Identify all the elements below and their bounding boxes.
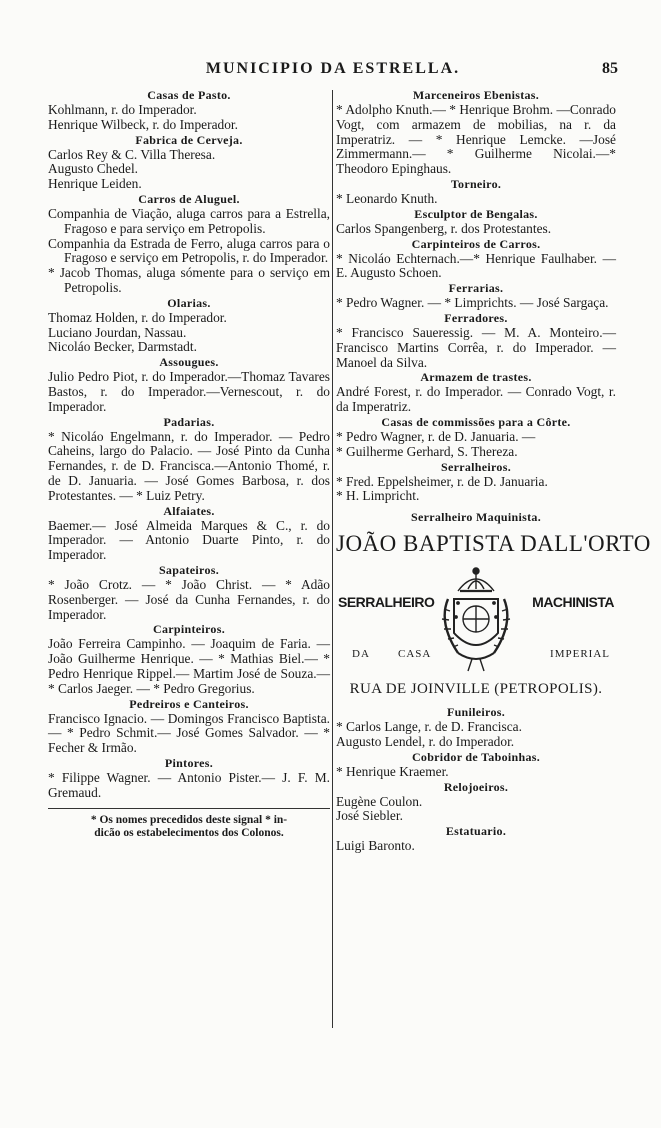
list-item: Companhia da Estrada de Ferro, aluga carros para o Fragoso e serviço em Petropolis, r. do Imperador. xyxy=(48,235,330,266)
section-heading: Carpinteiros. xyxy=(152,622,225,637)
list-item: * Carlos Lange, r. de D. Francisca. xyxy=(336,719,522,735)
section-heading: Ferradores. xyxy=(444,310,508,325)
section-heading: Alfaiates. xyxy=(163,503,215,518)
section-heading: Casas de Pasto. xyxy=(147,88,231,102)
emblem-left-word: SERRALHEIRO xyxy=(338,594,435,611)
section-text: * João Crotz. — * João Christ. — * Adão Rosenberger. — José da Cunha Fernandes, r. do Imperador. xyxy=(48,576,330,622)
running-title: MUNICIPIO DA ESTRELLA. xyxy=(205,60,461,77)
section-heading: Esculptor de Bengalas. xyxy=(414,206,538,221)
list-item: * H. Limpricht. xyxy=(336,488,420,504)
left-column xyxy=(48,88,330,840)
section-heading: Serralheiro Maquinista. xyxy=(410,510,541,525)
list-item: * Henrique Kraemer. xyxy=(336,763,449,779)
list-item: Henrique Wilbeck, r. do Imperador. xyxy=(48,116,238,132)
emblem-imperial: IMPERIAL xyxy=(550,648,610,661)
section-heading: Marceneiros Ebenistas. xyxy=(412,88,540,102)
section-heading: Assougues. xyxy=(159,355,219,370)
section-heading: Pintores. xyxy=(164,755,214,770)
section-text: * Francisco Saueressig. — M. A. Monteiro.— Francisco Martins Corrêa, r. do Imperador. — Manoel da Silva. xyxy=(336,324,616,370)
emblem-right-word: MACHINISTA xyxy=(532,594,614,611)
list-item: Eugène Coulon. xyxy=(336,793,423,809)
section-heading: Cobridor de Taboinhas. xyxy=(411,749,541,764)
list-item: Thomaz Holden, r. do Imperador. xyxy=(48,309,227,325)
section-heading: Armazem de trastes. xyxy=(420,370,532,385)
section-text: André Forest, r. do Imperador. — Conrado Vogt, r. da Imperatriz. xyxy=(336,384,616,415)
section-text: * Filippe Wagner. — Antonio Pister.— J. F. M. Gremaud. xyxy=(48,769,330,800)
advertiser-name: JOÃO BAPTISTA DALL'ORTO xyxy=(336,531,651,557)
list-item: Companhia de Viação, aluga carros para a Estrella, Fragoso e para serviço em Petropolis. xyxy=(48,205,330,236)
section-text: João Ferreira Campinho. — Joaquim de Faria. —João Guilherme Henrique. — * Mathias Biel.— * Pedro Henrique Rippel.— Martim José de Souza.— * Carlos Jaeger. — * Pedro Gregorius. xyxy=(48,636,330,696)
section-heading: Ferrarias. xyxy=(448,281,504,296)
section-text: * Nicoláo Echternach.—* Henrique Faulhaber. — E. Augusto Schoen. xyxy=(336,250,616,281)
section-heading: Sapateiros. xyxy=(158,562,220,577)
footnote-line: * Os nomes precedidos deste signal * in- xyxy=(90,814,288,827)
page-number: 85 xyxy=(602,60,618,77)
list-item: Carlos Rey & C. Villa Theresa. xyxy=(48,146,216,162)
list-item: Nicoláo Becker, Darmstadt. xyxy=(48,339,197,355)
imperial-arms-icon xyxy=(428,561,524,677)
list-item: Luciano Jourdan, Nassau. xyxy=(48,324,187,340)
footnote-rule xyxy=(48,808,330,809)
list-item: * Leonardo Knuth. xyxy=(336,190,438,206)
section-text: Baemer.— José Almeida Marques & C., r. do Imperador. — Antonio Duarte Pinto, r. do Imperador. xyxy=(48,517,330,563)
list-item: * Pedro Wagner, r. de D. Januaria. — xyxy=(336,428,536,444)
footnote-line: dicão os estabelecimentos dos Colonos. xyxy=(94,827,284,840)
list-item: José Siebler. xyxy=(336,808,403,824)
section-text: * Pedro Wagner. — * Limprichts. — José Sargaça. xyxy=(336,295,609,311)
list-item: Carlos Spangenberg, r. dos Protestantes. xyxy=(336,220,552,236)
section-text: Julio Pedro Piot, r. do Imperador.—Thomaz Tavares Bastos, r. do Imperador.—Vernescout, r. do Imperador. xyxy=(48,369,330,414)
section-heading: Carros de Aluguel. xyxy=(138,191,240,206)
section-heading: Olarias. xyxy=(167,295,211,310)
list-item: Kohlmann, r. do Imperador. xyxy=(48,102,197,117)
list-item: Augusto Lendel, r. do Imperador. xyxy=(336,733,515,749)
section-text: Francisco Ignacio. — Domingos Francisco Baptista.— * Pedro Schmit.— José Gomes Salvador. — * Fecher & Irmão. xyxy=(48,710,330,756)
advertiser-address: RUA DE JOINVILLE (PETROPOLIS). xyxy=(349,681,603,698)
section-heading: Casas de commissões para a Côrte. xyxy=(381,414,571,429)
section-heading: Funileiros. xyxy=(446,705,506,720)
section-heading: Fabrica de Cerveja. xyxy=(135,132,243,147)
section-heading: Relojoeiros. xyxy=(443,779,509,794)
section-text: * Adolpho Knuth.— * Henrique Brohm. —Conrado Vogt, com armazem de mobilias, na r. da Imperatriz. — * Henrique Lemcke. —José Zimmermann.— * Guilherme Nicolai.—* Theodoro Epinghaus. xyxy=(336,102,616,177)
column-divider xyxy=(332,90,333,1028)
section-heading: Estatuario. xyxy=(445,824,507,839)
footnote xyxy=(48,814,330,840)
emblem-da: DA xyxy=(352,648,370,661)
list-item: * Guilherme Gerhard, S. Thereza. xyxy=(336,443,518,459)
emblem-casa: CASA xyxy=(398,648,432,661)
list-item: Augusto Chedel. xyxy=(48,161,139,177)
section-text: * Nicoláo Engelmann, r. do Imperador. — Pedro Caheins, largo do Palacio. — José Pinto da Cunha Fernandes, r. de D. Francisca.—Antonio Thomé, r. de D. Januaria. — José Gomes Barbosa, r. dos Protestantes. — * Luiz Petry. xyxy=(48,428,330,503)
right-column xyxy=(336,88,651,854)
list-item: Henrique Leiden. xyxy=(48,176,142,192)
section-heading: Padarias. xyxy=(163,414,215,429)
advertisement-emblem xyxy=(336,561,616,679)
list-item: * Jacob Thomas, aluga sómente para o serviço em Petropolis. xyxy=(48,265,330,295)
list-item: Luigi Baronto. xyxy=(336,838,415,854)
page-header xyxy=(48,60,618,82)
section-heading: Carpinteiros de Carros. xyxy=(411,236,541,251)
section-heading: Serralheiros. xyxy=(441,459,511,474)
list-item: * Fred. Eppelsheimer, r. de D. Januaria. xyxy=(336,473,548,489)
section-heading: Torneiro. xyxy=(450,176,502,191)
section-heading: Pedreiros e Canteiros. xyxy=(129,696,249,711)
